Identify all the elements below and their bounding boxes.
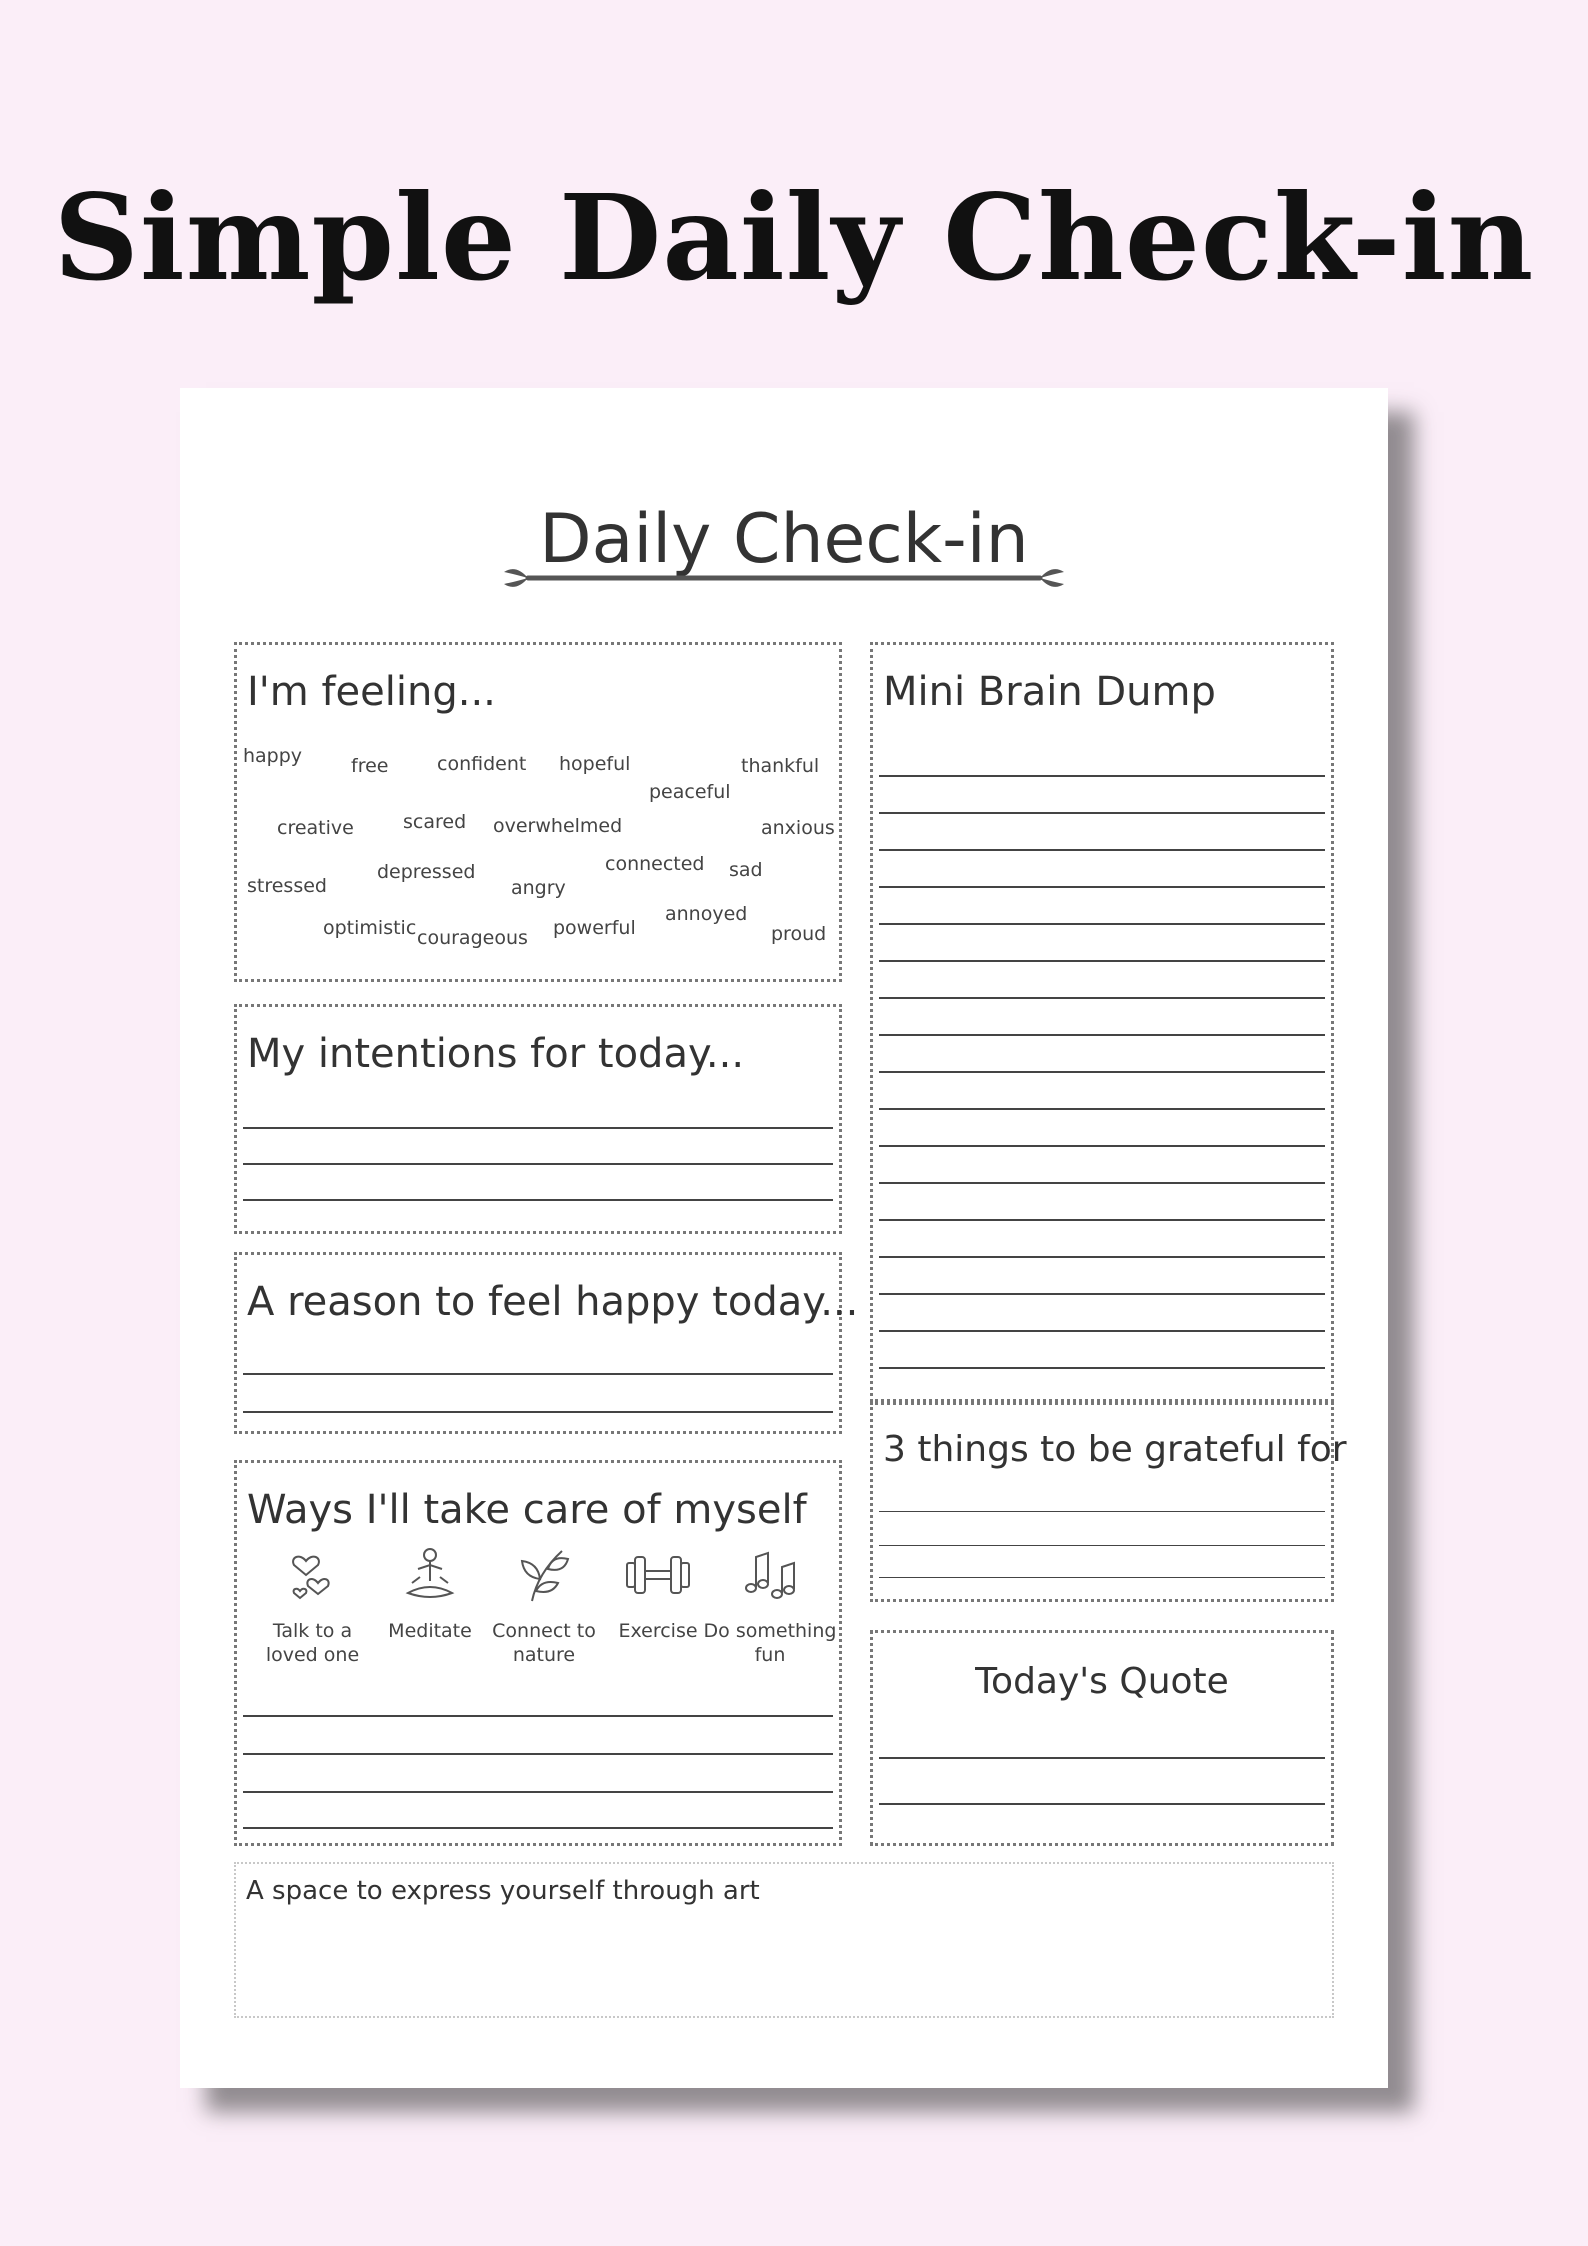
writing-line[interactable]	[879, 1256, 1325, 1258]
feeling-word[interactable]: overwhelmed	[493, 815, 623, 837]
brain-dump-box	[870, 642, 1334, 1402]
writing-line[interactable]	[879, 812, 1325, 814]
self-care-option[interactable]	[695, 1543, 845, 1667]
feeling-word[interactable]: free	[351, 755, 389, 777]
intentions-heading: My intentions for today...	[247, 1031, 745, 1077]
quote-heading: Today's Quote	[975, 1661, 1229, 1702]
worksheet-page	[180, 388, 1388, 2088]
feeling-heading: I'm feeling...	[247, 669, 496, 715]
feeling-word[interactable]: happy	[243, 745, 303, 767]
writing-line[interactable]	[879, 775, 1325, 777]
hearts-icon	[288, 1543, 338, 1607]
writing-line[interactable]	[879, 1367, 1325, 1369]
brain-dump-heading: Mini Brain Dump	[883, 669, 1216, 715]
feeling-word[interactable]: thankful	[741, 755, 820, 777]
writing-line[interactable]	[243, 1127, 833, 1129]
writing-line[interactable]	[879, 1108, 1325, 1110]
writing-line[interactable]	[879, 1293, 1325, 1295]
self-care-heading: Ways I'll take care of myself	[247, 1487, 807, 1533]
meditation-icon	[398, 1543, 462, 1607]
writing-line[interactable]	[879, 886, 1325, 888]
self-care-label: Connect to	[492, 1620, 596, 1642]
self-care-box	[234, 1460, 842, 1846]
writing-line[interactable]	[879, 997, 1325, 999]
sheet-title: Daily Check-in	[539, 500, 1029, 579]
feeling-word[interactable]: stressed	[247, 875, 327, 897]
feeling-word[interactable]: connected	[605, 853, 705, 875]
writing-line[interactable]	[879, 1757, 1325, 1759]
writing-line[interactable]	[243, 1753, 833, 1755]
self-care-label: loved one	[265, 1644, 360, 1666]
writing-line[interactable]	[243, 1373, 833, 1375]
writing-line[interactable]	[879, 849, 1325, 851]
writing-line[interactable]	[879, 1145, 1325, 1147]
writing-line[interactable]	[243, 1715, 833, 1717]
writing-line[interactable]	[243, 1199, 833, 1201]
leaf-icon	[512, 1543, 576, 1607]
grateful-heading: 3 things to be grateful for	[883, 1429, 1347, 1470]
ornament-divider	[500, 563, 1068, 593]
feeling-word[interactable]: proud	[771, 923, 827, 945]
writing-line[interactable]	[879, 1803, 1325, 1805]
writing-line[interactable]	[879, 1034, 1325, 1036]
feeling-word[interactable]: creative	[277, 817, 354, 839]
feeling-word[interactable]: powerful	[553, 917, 636, 939]
writing-line[interactable]	[879, 1071, 1325, 1073]
self-care-label: fun	[754, 1644, 786, 1666]
art-heading: A space to express yourself through art	[246, 1876, 760, 1906]
feeling-word[interactable]: depressed	[377, 861, 476, 883]
feeling-word[interactable]: courageous	[417, 927, 528, 949]
writing-line[interactable]	[879, 923, 1325, 925]
writing-line[interactable]	[879, 1511, 1325, 1512]
self-care-label: Do something	[703, 1620, 837, 1642]
intentions-box	[234, 1004, 842, 1234]
feeling-word[interactable]: sad	[729, 859, 763, 881]
self-care-label: Talk to a	[272, 1620, 353, 1642]
feeling-word[interactable]: optimistic	[323, 917, 417, 939]
feeling-word[interactable]: annoyed	[665, 903, 748, 925]
happy-reason-heading: A reason to feel happy today...	[247, 1279, 859, 1325]
writing-line[interactable]	[879, 1330, 1325, 1332]
grateful-box	[870, 1402, 1347, 1602]
writing-line[interactable]	[879, 1219, 1325, 1221]
writing-line[interactable]	[879, 1577, 1325, 1578]
art-box[interactable]	[234, 1862, 1334, 2018]
self-care-label: Meditate	[388, 1620, 472, 1642]
quote-box	[870, 1630, 1334, 1846]
self-care-label: Exercise	[618, 1620, 698, 1642]
self-care-label: nature	[512, 1644, 576, 1666]
writing-line[interactable]	[243, 1791, 833, 1793]
writing-line[interactable]	[243, 1827, 833, 1829]
banner-title: Simple Daily Check-in	[53, 168, 1535, 307]
feeling-word[interactable]: anxious	[761, 817, 835, 839]
writing-line[interactable]	[879, 1182, 1325, 1184]
feeling-word[interactable]: hopeful	[559, 753, 631, 775]
happy-reason-box	[234, 1252, 859, 1434]
feeling-box	[234, 642, 842, 982]
feeling-word[interactable]: peaceful	[649, 781, 731, 803]
feeling-word[interactable]: confident	[437, 753, 527, 775]
writing-line[interactable]	[879, 960, 1325, 962]
dumbbell-icon	[623, 1543, 693, 1607]
music-notes-icon	[738, 1543, 802, 1607]
writing-line[interactable]	[243, 1411, 833, 1413]
writing-line[interactable]	[243, 1163, 833, 1165]
writing-line[interactable]	[879, 1545, 1325, 1546]
feeling-word[interactable]: scared	[403, 811, 467, 833]
feeling-word[interactable]: angry	[511, 877, 566, 899]
